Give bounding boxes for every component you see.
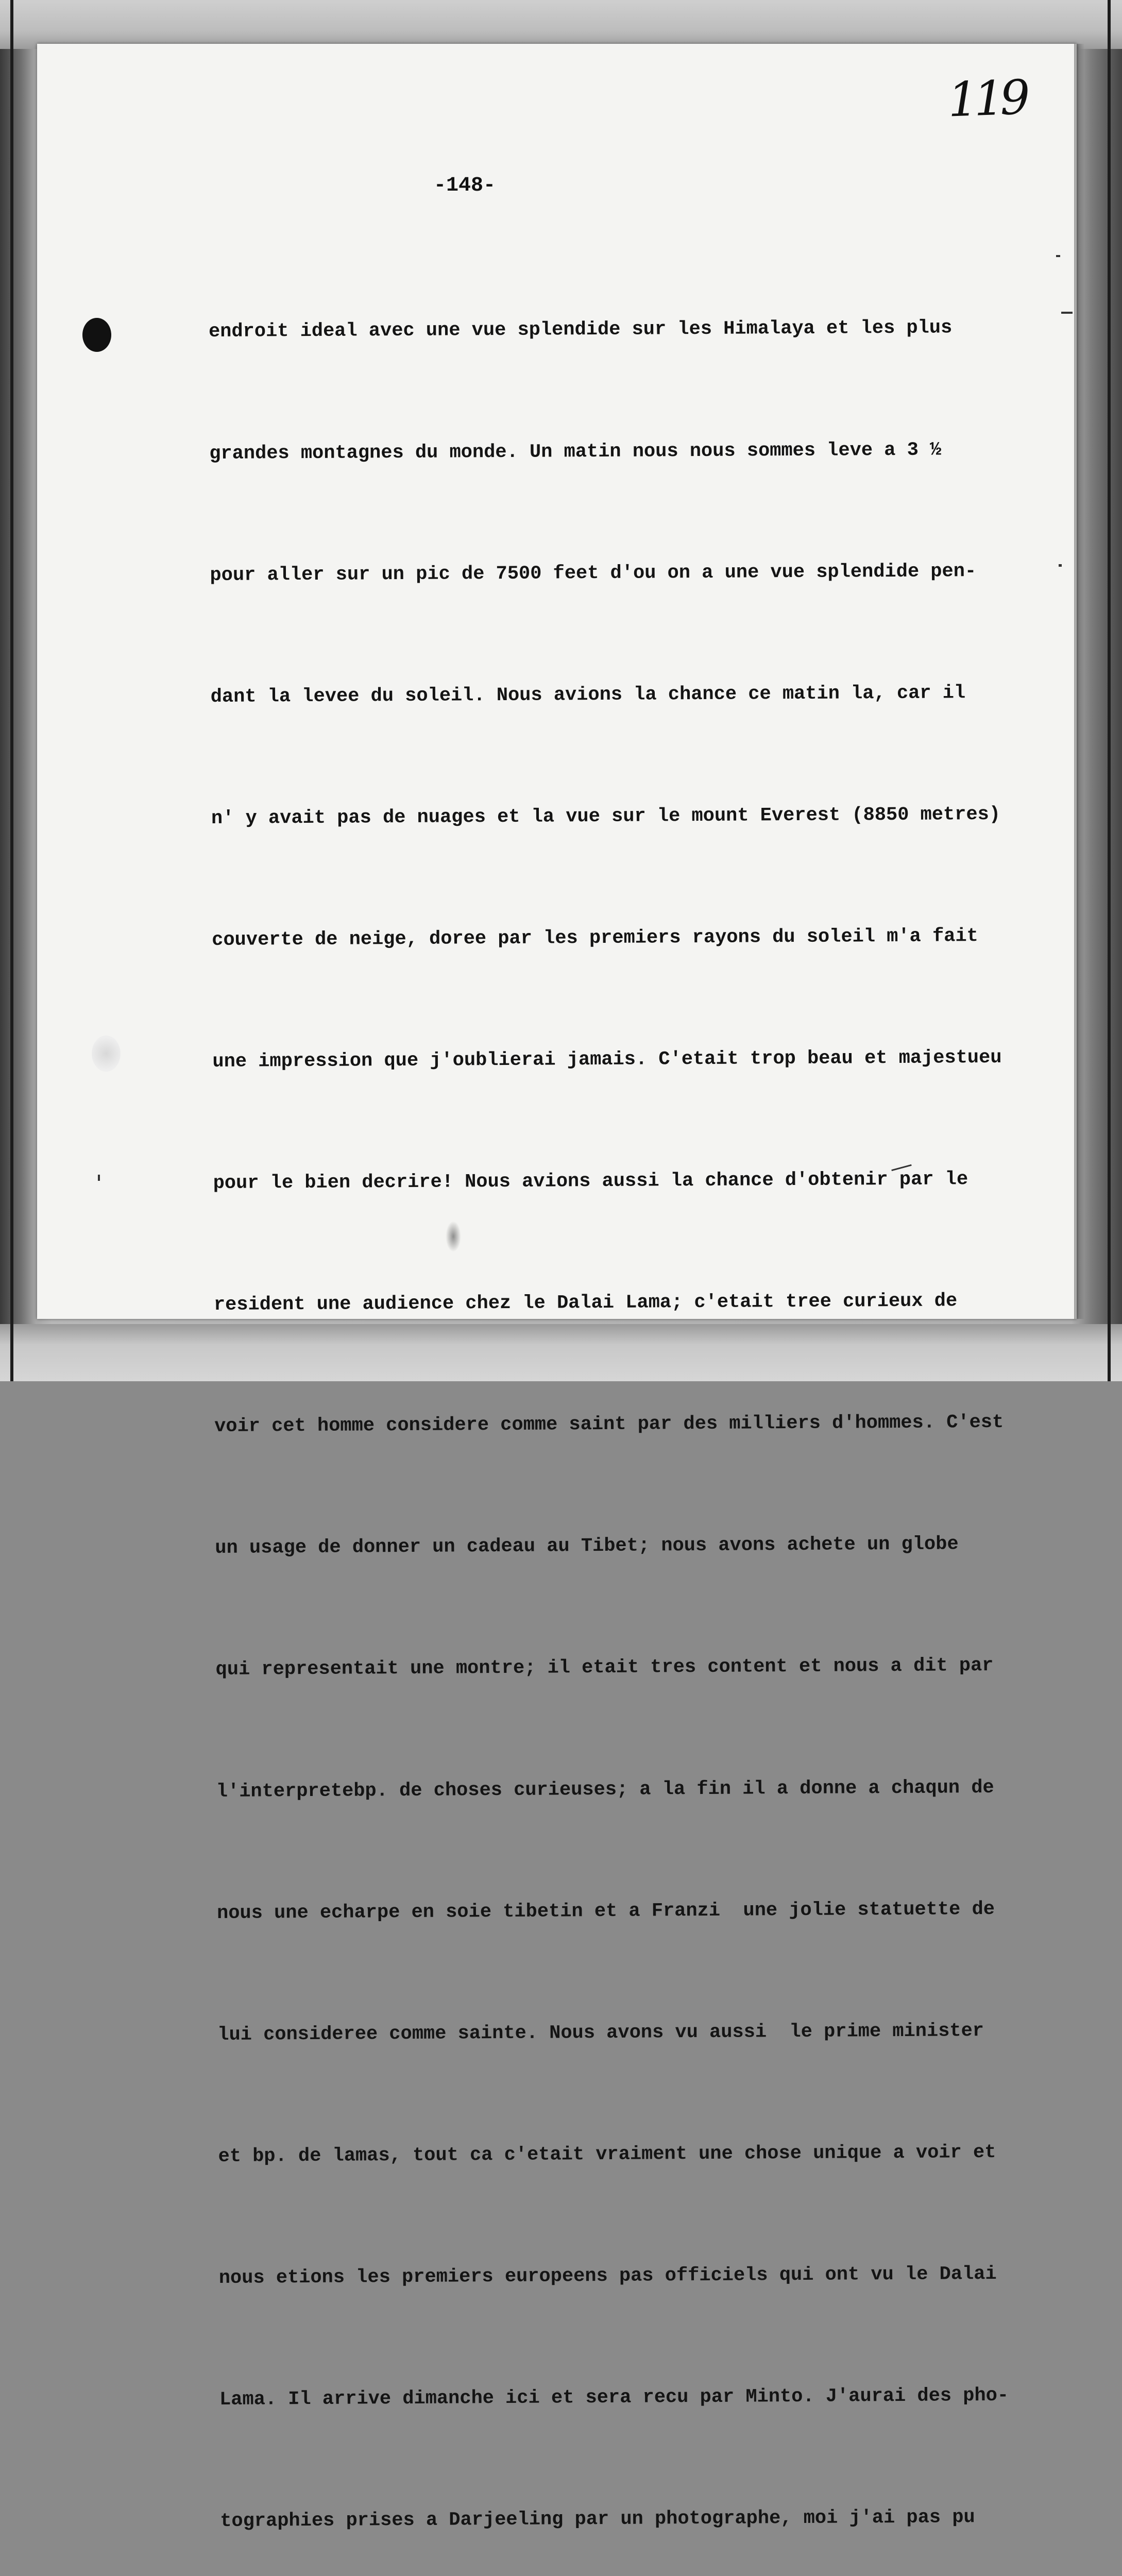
punch-hole-icon xyxy=(92,1036,121,1072)
text-line: et bp. de lamas, tout ca c'etait vraiment une chose unique a voir et xyxy=(218,2141,996,2167)
text-line: resident une audience chez le Dalai Lama; c'etait tree curieux de xyxy=(213,1290,958,1316)
text-line: une impression que j'oublierai jamais. C'etait trop beau et majestueu xyxy=(212,1046,1002,1073)
text-line: l'interpretebp. de choses curieuses; a la fin il a donne a chaqun de xyxy=(216,1776,994,1803)
text-line: tographies prises a Darjeeling par un photographe, moi j'ai pas pu xyxy=(220,2506,975,2533)
page-edge-shadow xyxy=(1074,44,1084,1319)
punch-hole-icon xyxy=(82,318,111,352)
text-line: Lama. Il arrive dimanche ici et sera recu par Minto. J'aurai des pho- xyxy=(219,2384,1009,2411)
film-edge-left xyxy=(10,0,13,1381)
text-line: n' y avait pas de nuages et la vue sur le mount Everest (8850 metres) xyxy=(211,803,1001,829)
text-line: un usage de donner un cadeau au Tibet; nous avons achete un globe xyxy=(215,1533,959,1560)
scan-top-edge xyxy=(0,0,1122,49)
text-line: couverte de neige, doree par les premiers rayons du soleil m'a fait xyxy=(212,925,978,951)
text-line: voir cet homme considere comme saint par des milliers d'hommes. C'est xyxy=(214,1412,1004,1438)
margin-speck xyxy=(1056,255,1060,257)
text-line: grandes montagnes du monde. Un matin nous nous sommes leve a 3 ½ xyxy=(209,439,942,465)
text-line: nous une echarpe en soie tibetin et a Franzi une jolie statuette de xyxy=(216,1898,995,1924)
margin-speck xyxy=(1059,564,1062,567)
page-number: -148- xyxy=(434,174,496,197)
text-line: lui consideree comme sainte. Nous avons vu aussi le prime minister xyxy=(217,2020,984,2046)
film-edge-right xyxy=(1108,0,1111,1381)
ink-smudge xyxy=(446,1221,461,1252)
text-line: nous etions les premiers europeens pas officiels qui ont vu le Dalai xyxy=(218,2263,997,2289)
text-line: pour aller sur un pic de 7500 feet d'ou on a une vue splendide pen- xyxy=(210,560,977,586)
text-line: dant la levee du soleil. Nous avions la chance ce matin la, car il xyxy=(210,682,966,708)
text-line: pour le bien decrire! Nous avions aussi la chance d'obtenir par le xyxy=(213,1168,968,1195)
margin-speck xyxy=(1061,312,1073,314)
handwritten-folio-number: 119 xyxy=(947,70,1027,128)
text-line: endroit ideal avec une vue splendide sur les Himalaya et les plus xyxy=(208,317,953,343)
margin-speck xyxy=(98,1175,100,1181)
typed-letter-body xyxy=(208,226,1068,2576)
text-line: qui representait une montre; il etait tres content et nous a dit par xyxy=(215,1655,994,1681)
